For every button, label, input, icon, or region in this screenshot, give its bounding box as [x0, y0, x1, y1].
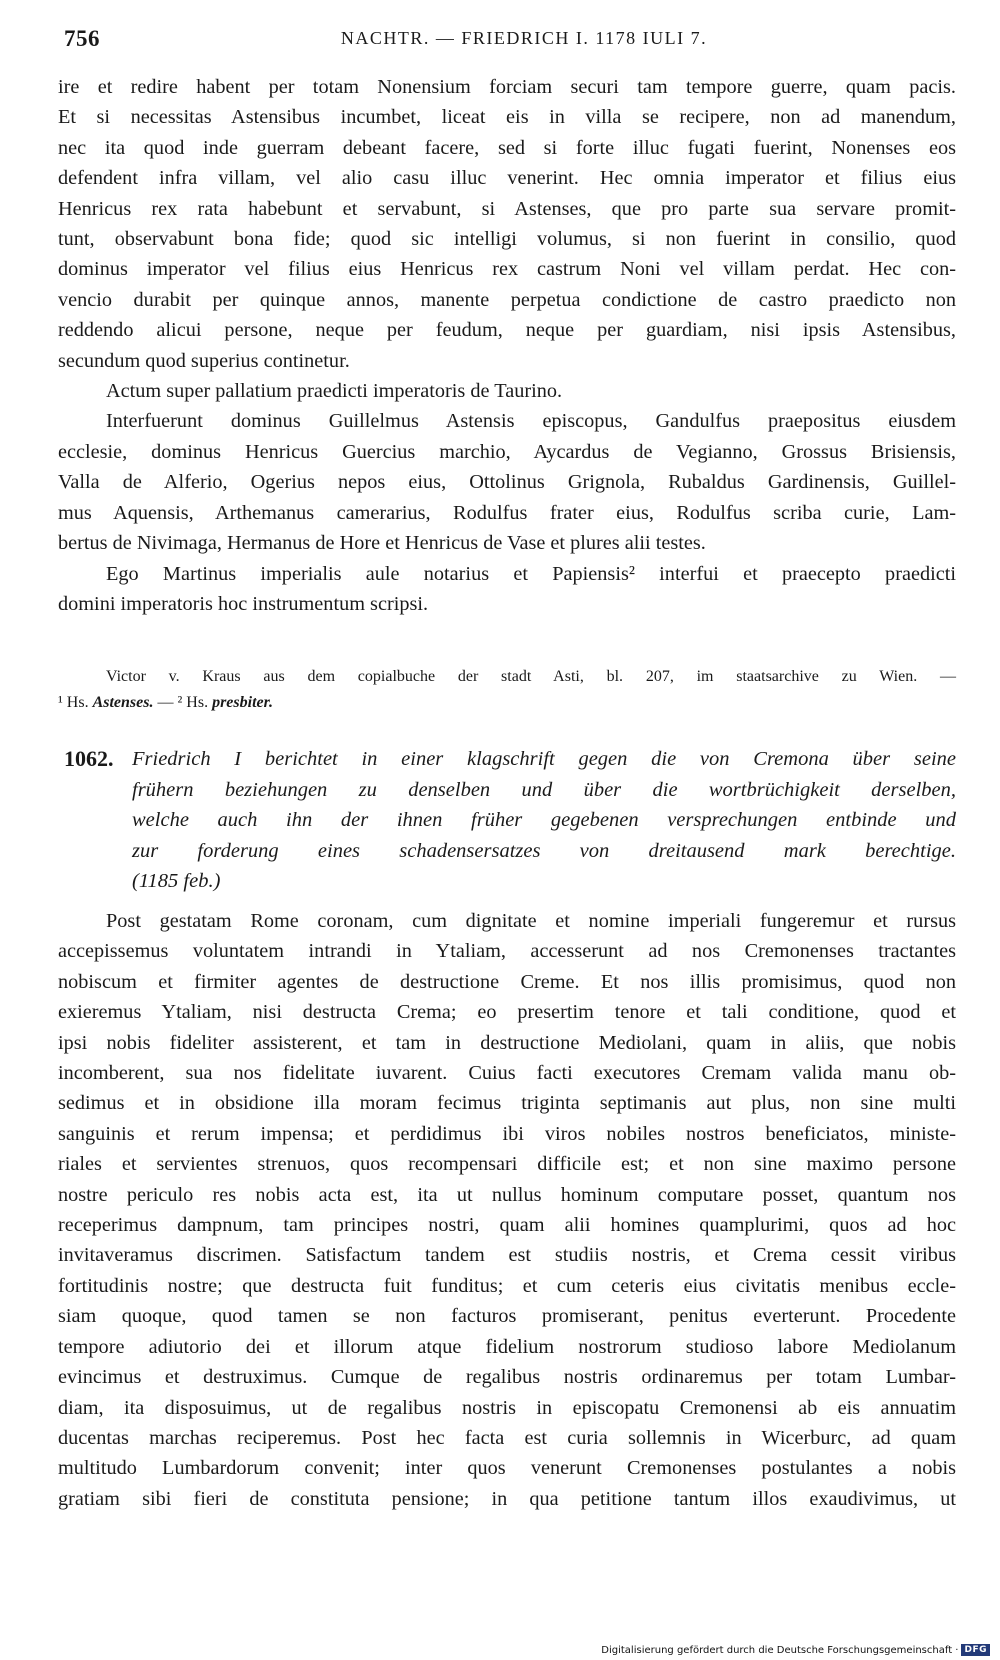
text-line: nostre periculo res nobis acta est, ita ut nullus hominum computare posset, quantum nos — [58, 1183, 956, 1206]
text-line: nec ita quod inde guerram debeant facere, sed si forte illuc fugati fuerint, Nonenses eos — [58, 136, 956, 159]
text-line: sedimus et in obsidione illa moram fecimus triginta septimanis aut plus, non sine multi — [58, 1092, 956, 1115]
text-line: dominus imperator vel filius eius Henricus rex castrum Noni vel villam perdat. Hec con- — [58, 258, 956, 281]
text-line: defendent infra villam, vel alio casu illuc venerint. Hec omnia imperator et filius eius — [58, 167, 956, 190]
text-line: secundum quod superius continetur. — [58, 349, 350, 372]
text-line: siam quoque, quod tamen se non facturos promiserant, penitus everterunt. Procedente — [58, 1305, 956, 1328]
entry-abstract — [132, 744, 956, 897]
text-line: diam, ita disposuimus, ut de regalibus nostris in episcopatu Cremonensi ab eis annuatim — [58, 1396, 956, 1419]
text-line: nobiscum et firmiter agentes de destructione Creme. Et nos illis promisimus, quod non — [58, 970, 956, 993]
text-line: tunt, observabunt bona fide; quod sic intelligi volumus, si non fuerint in consilio, quod — [58, 228, 956, 251]
footnote-1-text: Astenses. — [92, 694, 154, 711]
text-line: tempore adiutorio dei et illorum atque fidelium nostrorum studioso labore Mediolanum — [58, 1335, 956, 1358]
witness-line: Interfuerunt dominus Guillelmus Astensis episcopus, Gandulfus praepositus eiusdem — [106, 410, 956, 433]
text-line: accepissemus voluntatem intrandi in Ytaliam, accesserunt ad nos Cremonenses tractantes — [58, 940, 956, 963]
footnotes — [58, 690, 956, 716]
text-line: multitudo Lumbardorum convenit; inter quos venerunt Cremonenses postulantes a nobis — [58, 1457, 956, 1480]
text-line: receperimus dampnum, tam principes nostri, quam alii homines quamplurimi, quos ad hoc — [58, 1214, 956, 1237]
text-line: gratiam sibi fieri de constituta pensione; in qua petitione tantum illos exaudivimus, ut — [58, 1487, 956, 1510]
witness-line: bertus de Nivimaga, Hermanus de Hore et Henricus de Vase et plures alii testes. — [58, 532, 706, 555]
abstract-line: Friedrich I berichtet in einer klagschrift gegen die von Cremona über seine — [132, 748, 956, 770]
text-line: invitaveramus discrimen. Satisfactum tandem est studiis nostris, et Crema cessit viribus — [58, 1244, 956, 1267]
text-line: Henricus rex rata habebunt et servabunt, si Astenses, que pro parte sua servare promit- — [58, 197, 956, 220]
text-line: Post gestatam Rome coronam, cum dignitate et nomine imperiali fungeremur et rursus — [106, 910, 956, 932]
page-number: 756 — [64, 26, 100, 51]
text-line: Et si necessitas Astensibus incumbet, liceat eis in villa se recipere, non ad manendum, — [58, 106, 956, 129]
digitization-credit — [601, 1644, 990, 1656]
abstract-line: zur forderung eines schadensersatzes von dreitausend mark berechtige. — [132, 839, 956, 862]
entry-heading — [64, 744, 956, 897]
witness-line: mus Aquensis, Arthemanus camerarius, Rodulfus frater eius, Rodulfus scriba curie, Lam- — [58, 501, 956, 524]
witness-line: Valla de Alferio, Ogerius nepos eius, Ottolinus Grignola, Rubaldus Gardinensis, Guillel- — [58, 471, 956, 494]
page-header — [64, 26, 944, 60]
footnote-1-mark: ¹ Hs. — [58, 694, 89, 711]
running-title: NACHTR. — FRIEDRICH I. 1178 IULI 7. — [340, 28, 708, 48]
notary-line: Ego Martinus imperialis aule notarius et Papiensis² interfui et praecepto praedicti — [106, 562, 956, 585]
notary-line: domini imperatoris hoc instrumentum scripsi. — [58, 592, 429, 615]
text-line: riales et servientes strenuos, quos recompensari difficile est; et non sine maximo persone — [58, 1153, 956, 1176]
footnote-2-text: presbiter. — [212, 694, 273, 711]
charter-text — [58, 906, 956, 1514]
actum-line: Actum super pallatium praedicti imperatoris de Taurino. — [106, 380, 563, 403]
text-line: sanguinis et rerum impensa; et perdidimus ibi viros nobiles nostros beneficiatos, ministe- — [58, 1122, 956, 1145]
entry-date: (1185 feb.) — [132, 870, 221, 892]
text-line: evincimus et destruximus. Cumque de regalibus nostris ordinaremus per totam Lumbar- — [58, 1366, 956, 1389]
text-line: reddendo alicui persone, neque per feudum, neque per guardiam, nisi ipsis Astensibus, — [58, 319, 956, 342]
text-line: vencio durabit per quinque annos, manente perpetua condictione de castro praedicto non — [58, 288, 956, 311]
text-line: ducentas marchas reciperemus. Post hec facta est curia sollemnis in Wicerburc, ad quam — [58, 1426, 956, 1449]
credit-text: Digitalisierung gefördert durch die Deutsche Forschungsgemeinschaft · — [601, 1644, 959, 1656]
text-line: ipsi nobis fideliter assisterent, et tam in destructione Mediolani, quam in aliis, que nobis — [58, 1031, 956, 1054]
abstract-line: frühern beziehungen zu denselben und über die wortbrüchigkeit derselben, — [132, 778, 956, 801]
text-line: ire et redire habent per totam Nonensium forciam securi tam tempore guerre, quam pacis. — [58, 76, 956, 98]
source-citation: Victor v. Kraus aus dem copialbuche der stadt Asti, bl. 207, im staatsarchive zu Wien. — — [106, 668, 956, 685]
source-note — [58, 664, 956, 716]
footnote-separator: — — [157, 694, 174, 711]
charter-continuation — [58, 72, 956, 619]
witness-line: ecclesie, dominus Henricus Guercius marchio, Aycardus de Vegianno, Grossus Brisiensis, — [58, 440, 956, 463]
text-line: incomberent, sua nos fidelitate iuvarent. Cuius facti executores Cremam valida manu ob- — [58, 1062, 956, 1085]
text-line: fortitudinis nostre; que destructa fuit funditus; et cum ceteris eius civitatis menibus eccle- — [58, 1274, 956, 1297]
text-line: exieremus Ytaliam, nisi destructa Crema; eo presertim tenore et tali conditione, quod et — [58, 1001, 956, 1024]
dfg-logo-icon: DFG — [961, 1644, 990, 1656]
entry-number: 1062. — [64, 746, 114, 771]
abstract-line: welche auch ihn der ihnen früher gegebenen versprechungen entbinde und — [132, 809, 956, 831]
footnote-2-mark: ² Hs. — [177, 694, 209, 711]
